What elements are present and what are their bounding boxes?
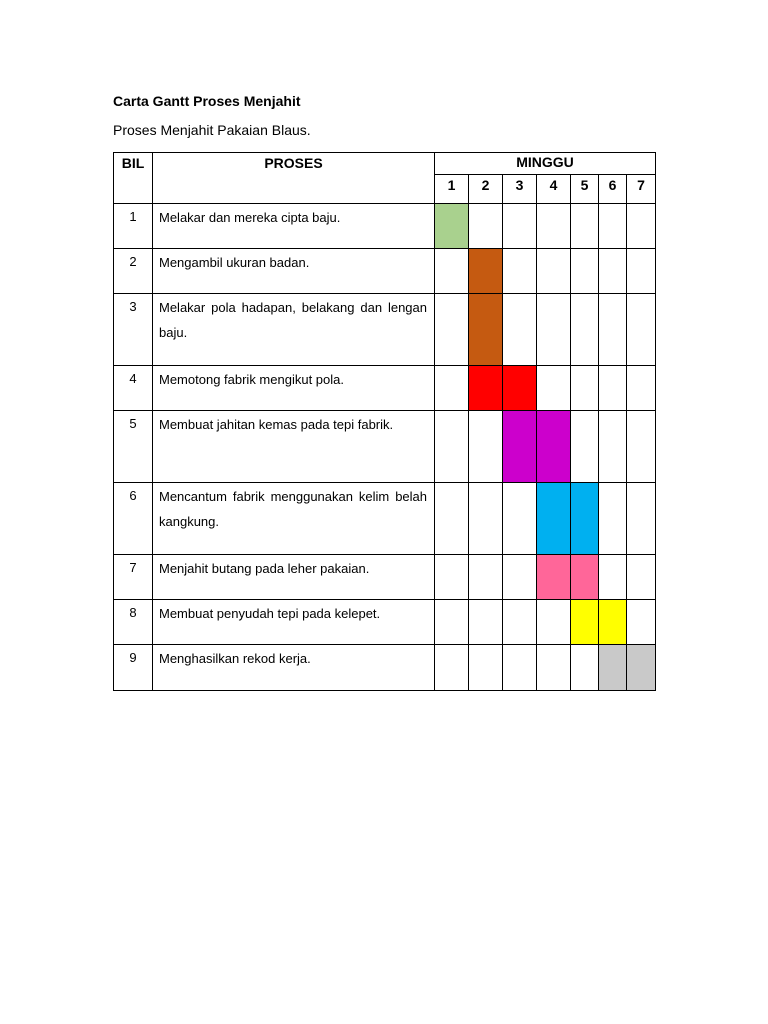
- row-number: 3: [114, 294, 153, 366]
- process-cell: [153, 555, 435, 600]
- week-cell: [571, 204, 599, 249]
- week-cell: [599, 294, 627, 366]
- week-cell: [503, 600, 537, 645]
- week-cell: [627, 555, 656, 600]
- week-header-6: 6: [599, 175, 627, 204]
- gantt-bar-cell: [599, 645, 627, 691]
- document-title: Carta Gantt Proses Menjahit: [113, 93, 301, 109]
- process-text: Membuat penyudah tepi pada kelepet.: [159, 606, 381, 621]
- gantt-bar-cell: [599, 600, 627, 645]
- table-row: [114, 411, 656, 483]
- table-row: [114, 483, 656, 555]
- process-text: Melakar pola hadapan, belakang dan lengan baju.: [159, 300, 427, 340]
- week-cell: [469, 645, 503, 691]
- document-subtitle: Proses Menjahit Pakaian Blaus.: [113, 122, 311, 138]
- week-cell: [627, 294, 656, 366]
- week-cell: [571, 411, 599, 483]
- row-number: 5: [114, 411, 153, 483]
- table-body: [114, 204, 656, 691]
- week-cell: [537, 645, 571, 691]
- table-row: [114, 555, 656, 600]
- header-minggu: MINGGU: [435, 153, 656, 175]
- week-cell: [435, 645, 469, 691]
- process-cell: [153, 249, 435, 294]
- gantt-bar-cell: [435, 204, 469, 249]
- week-cell: [435, 411, 469, 483]
- gantt-bar-cell: [469, 294, 503, 366]
- week-cell: [469, 411, 503, 483]
- gantt-bar-cell: [503, 366, 537, 411]
- week-cell: [503, 294, 537, 366]
- process-text: Mengambil ukuran badan.: [159, 255, 310, 270]
- gantt-bar-cell: [571, 555, 599, 600]
- week-cell: [537, 249, 571, 294]
- week-header-1: 1: [435, 175, 469, 204]
- process-cell: [153, 600, 435, 645]
- header-bil: BIL: [114, 153, 153, 204]
- week-cell: [599, 411, 627, 483]
- week-cell: [435, 600, 469, 645]
- week-cell: [571, 294, 599, 366]
- gantt-bar-cell: [537, 483, 571, 555]
- week-cell: [599, 483, 627, 555]
- week-cell: [503, 483, 537, 555]
- week-cell: [599, 555, 627, 600]
- week-header-2: 2: [469, 175, 503, 204]
- row-number: 8: [114, 600, 153, 645]
- gantt-bar-cell: [469, 366, 503, 411]
- process-cell: [153, 645, 435, 691]
- row-number: 1: [114, 204, 153, 249]
- table-header: [114, 153, 656, 204]
- process-cell: [153, 204, 435, 249]
- process-cell: [153, 483, 435, 555]
- row-number: 6: [114, 483, 153, 555]
- process-cell: [153, 294, 435, 366]
- week-cell: [599, 249, 627, 294]
- gantt-bar-cell: [503, 411, 537, 483]
- table-row: [114, 294, 656, 366]
- table-row: [114, 645, 656, 691]
- week-cell: [571, 366, 599, 411]
- week-header-7: 7: [627, 175, 656, 204]
- table-row: [114, 204, 656, 249]
- gantt-bar-cell: [571, 600, 599, 645]
- process-text: Menghasilkan rekod kerja.: [159, 651, 311, 666]
- week-header-4: 4: [537, 175, 571, 204]
- gantt-bar-cell: [537, 555, 571, 600]
- week-cell: [571, 645, 599, 691]
- process-text: Melakar dan mereka cipta baju.: [159, 210, 341, 225]
- row-number: 7: [114, 555, 153, 600]
- header-proses: PROSES: [153, 153, 435, 204]
- week-cell: [469, 483, 503, 555]
- process-text: Mencantum fabrik menggunakan kelim belah kangkung.: [159, 489, 427, 529]
- week-cell: [503, 249, 537, 294]
- week-cell: [627, 249, 656, 294]
- week-header-5: 5: [571, 175, 599, 204]
- week-cell: [469, 555, 503, 600]
- week-cell: [469, 600, 503, 645]
- week-cell: [627, 483, 656, 555]
- week-cell: [435, 294, 469, 366]
- process-text: Membuat jahitan kemas pada tepi fabrik.: [159, 417, 394, 432]
- process-text: Memotong fabrik mengikut pola.: [159, 372, 344, 387]
- week-cell: [599, 204, 627, 249]
- week-cell: [627, 204, 656, 249]
- week-cell: [469, 204, 503, 249]
- table-row: [114, 366, 656, 411]
- week-cell: [537, 204, 571, 249]
- gantt-bar-cell: [469, 249, 503, 294]
- week-cell: [627, 366, 656, 411]
- table-row: [114, 600, 656, 645]
- week-cell: [435, 249, 469, 294]
- gantt-table: [113, 152, 656, 691]
- gantt-bar-cell: [537, 411, 571, 483]
- week-cell: [503, 204, 537, 249]
- week-cell: [503, 555, 537, 600]
- week-cell: [627, 411, 656, 483]
- table-row: [114, 249, 656, 294]
- process-text: Menjahit butang pada leher pakaian.: [159, 561, 370, 576]
- week-cell: [627, 600, 656, 645]
- row-number: 2: [114, 249, 153, 294]
- week-header-3: 3: [503, 175, 537, 204]
- week-cell: [503, 645, 537, 691]
- process-cell: [153, 411, 435, 483]
- week-cell: [537, 600, 571, 645]
- week-cell: [537, 294, 571, 366]
- process-cell: [153, 366, 435, 411]
- week-cell: [571, 249, 599, 294]
- gantt-bar-cell: [627, 645, 656, 691]
- week-cell: [435, 366, 469, 411]
- row-number: 4: [114, 366, 153, 411]
- week-cell: [599, 366, 627, 411]
- week-cell: [435, 483, 469, 555]
- gantt-bar-cell: [571, 483, 599, 555]
- week-cell: [435, 555, 469, 600]
- week-cell: [537, 366, 571, 411]
- row-number: 9: [114, 645, 153, 691]
